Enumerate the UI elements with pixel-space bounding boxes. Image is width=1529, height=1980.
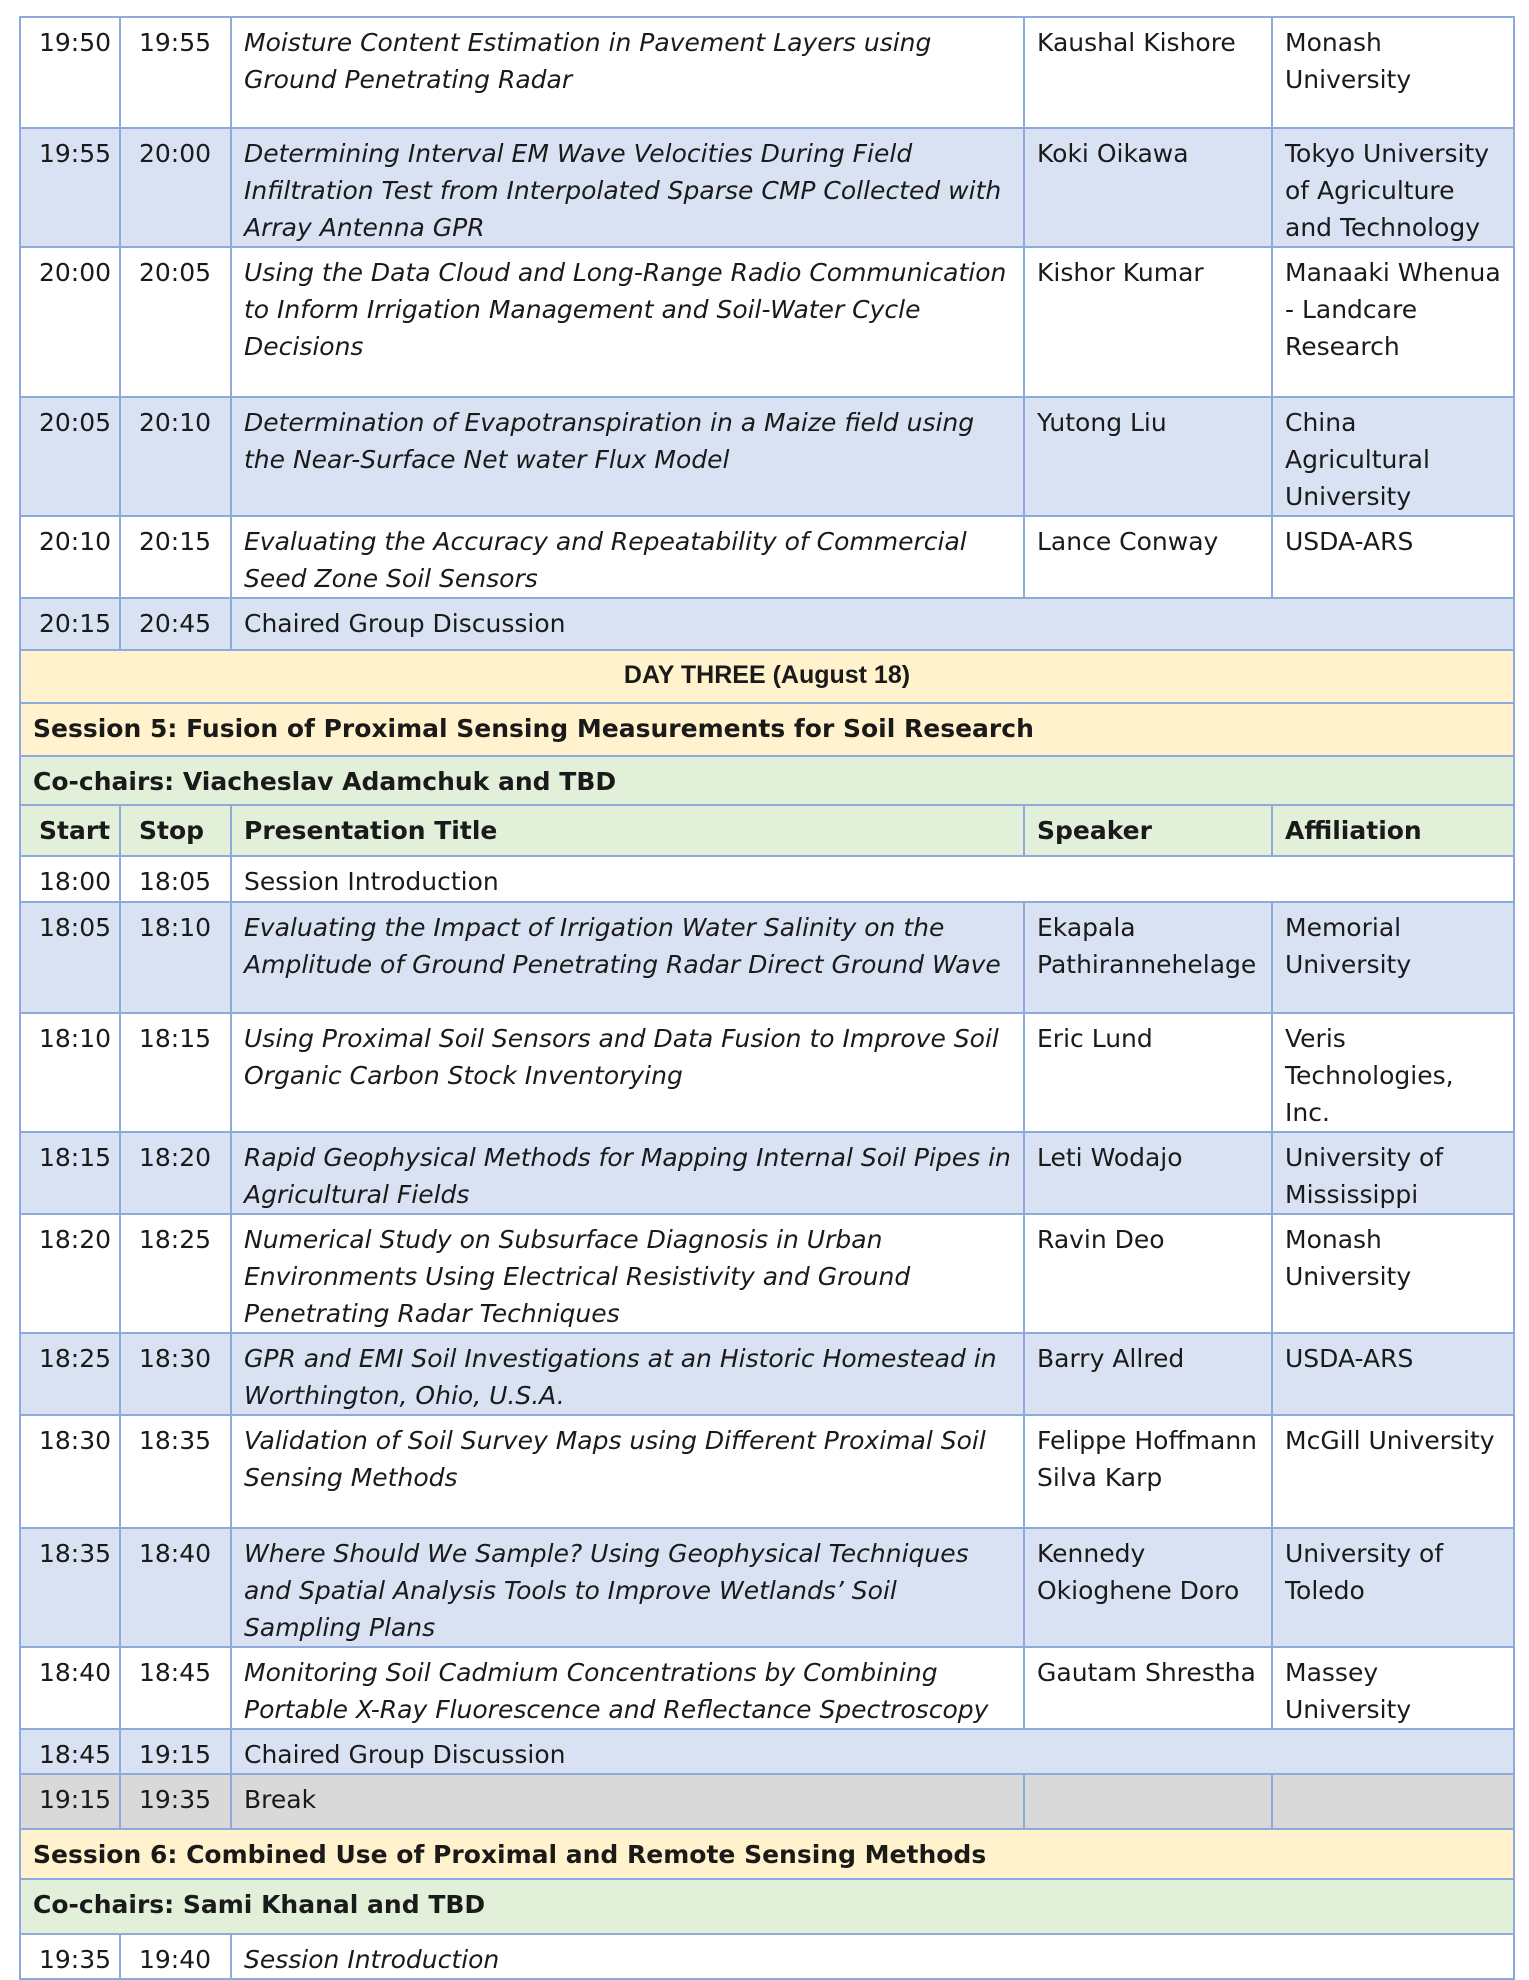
start-time: 20:10 [20,516,120,598]
start-time: 18:00 [20,856,120,902]
speaker-name: Leti Wodajo [1024,1132,1272,1214]
table-row [20,856,1514,902]
speaker-name: Lance Conway [1024,516,1272,598]
start-time: 19:50 [20,17,120,128]
table-header-row [20,805,1514,856]
start-time: 18:25 [20,1333,120,1415]
speaker-name: Ravin Deo [1024,1214,1272,1333]
table-row [20,1214,1514,1333]
stop-time: 19:40 [120,1934,231,1979]
start-time: 18:35 [20,1528,120,1647]
table-row [20,1013,1514,1132]
start-time: 19:35 [20,1934,120,1979]
stop-time: 18:45 [120,1647,231,1729]
speaker-name: Koki Oikawa [1024,128,1272,247]
speaker-name: Barry Allred [1024,1333,1272,1415]
stop-time: 20:00 [120,128,231,247]
start-time: 19:55 [20,128,120,247]
table-row [20,17,1514,128]
presentation-title: Determining Interval EM Wave Velocities During Field Infiltration Test from Interpolated Sparse CMP Collected with Array Antenna GPR [231,128,1024,247]
table-row [20,1647,1514,1729]
table-row [20,1333,1514,1415]
stop-time: 18:10 [120,902,231,1013]
speaker-affiliation: Massey University [1272,1647,1514,1729]
empty-cell [1024,1774,1272,1829]
presentation-title: Monitoring Soil Cadmium Concentrations by Combining Portable X-Ray Fluorescence and Reflectance Spectroscopy [231,1647,1024,1729]
table-row [20,902,1514,1013]
start-time: 20:05 [20,397,120,516]
presentation-title: Moisture Content Estimation in Pavement Layers using Ground Penetrating Radar [231,17,1024,128]
session-title-row [20,703,1514,756]
speaker-affiliation: Monash University [1272,17,1514,128]
stop-time: 20:10 [120,397,231,516]
start-time: 18:15 [20,1132,120,1214]
presentation-title: Evaluating the Impact of Irrigation Water Salinity on the Amplitude of Ground Penetrating Radar Direct Ground Wave [231,902,1024,1013]
speaker-name: Felippe Hoffmann Silva Karp [1024,1415,1272,1528]
cochairs-row [20,1879,1514,1934]
day-heading: DAY THREE (August 18) [20,650,1514,703]
session-title-row [20,1829,1514,1879]
day-two-rows [20,17,1514,598]
start-time: 19:15 [20,1774,120,1829]
speaker-affiliation: Tokyo University of Agriculture and Technology [1272,128,1514,247]
speaker-affiliation: Monash University [1272,1214,1514,1333]
header-speaker: Speaker [1024,805,1272,856]
presentation-title: Where Should We Sample? Using Geophysical Techniques and Spatial Analysis Tools to Improve Wetlands’ Soil Sampling Plans [231,1528,1024,1647]
stop-time: 18:25 [120,1214,231,1333]
table-row [20,1934,1514,1979]
schedule-table [19,16,1515,1980]
stop-time: 18:20 [120,1132,231,1214]
stop-time: 19:15 [120,1729,231,1774]
stop-time: 18:35 [120,1415,231,1528]
stop-time: 20:45 [120,598,231,650]
speaker-affiliation: Manaaki Whenua - Landcare Research [1272,247,1514,397]
presentation-title: GPR and EMI Soil Investigations at an Historic Homestead in Worthington, Ohio, U.S.A. [231,1333,1024,1415]
speaker-affiliation: University of Mississippi [1272,1132,1514,1214]
speaker-affiliation: University of Toledo [1272,1528,1514,1647]
speaker-name: Eric Lund [1024,1013,1272,1132]
presentation-title: Evaluating the Accuracy and Repeatability of Commercial Seed Zone Soil Sensors [231,516,1024,598]
table-row [20,1528,1514,1647]
presentation-title: Using the Data Cloud and Long-Range Radio Communication to Inform Irrigation Management and Soil-Water Cycle Decisions [231,247,1024,397]
session-5-rows [20,902,1514,1729]
start-time: 20:15 [20,598,120,650]
session-introduction-label: Session Introduction [231,856,1514,902]
start-time: 18:40 [20,1647,120,1729]
speaker-affiliation: USDA-ARS [1272,1333,1514,1415]
session-introduction-label: Session Introduction [231,1934,1514,1979]
table-row [20,1132,1514,1214]
table-row [20,598,1514,650]
header-start: Start [20,805,120,856]
start-time: 18:45 [20,1729,120,1774]
speaker-name: Kaushal Kishore [1024,17,1272,128]
start-time: 18:10 [20,1013,120,1132]
stop-time: 20:05 [120,247,231,397]
session-6-cochairs: Co-chairs: Sami Khanal and TBD [20,1879,1514,1934]
stop-time: 18:30 [120,1333,231,1415]
cochairs-row [20,756,1514,805]
presentation-title: Using Proximal Soil Sensors and Data Fusion to Improve Soil Organic Carbon Stock Inventorying [231,1013,1024,1132]
header-stop: Stop [120,805,231,856]
presentation-title: Numerical Study on Subsurface Diagnosis in Urban Environments Using Electrical Resistivity and Ground Penetrating Radar Techniques [231,1214,1024,1333]
break-row [20,1774,1514,1829]
start-time: 18:20 [20,1214,120,1333]
speaker-affiliation: Memorial University [1272,902,1514,1013]
speaker-affiliation: Veris Technologies, Inc. [1272,1013,1514,1132]
speaker-name: Kishor Kumar [1024,247,1272,397]
start-time: 20:00 [20,247,120,397]
group-discussion-label: Chaired Group Discussion [231,598,1514,650]
table-row [20,1729,1514,1774]
session-5-cochairs: Co-chairs: Viacheslav Adamchuk and TBD [20,756,1514,805]
session-6-title: Session 6: Combined Use of Proximal and Remote Sensing Methods [20,1829,1514,1879]
speaker-affiliation: China Agricultural University [1272,397,1514,516]
presentation-title: Rapid Geophysical Methods for Mapping Internal Soil Pipes in Agricultural Fields [231,1132,1024,1214]
table-row [20,516,1514,598]
day-heading-row [20,650,1514,703]
stop-time: 18:40 [120,1528,231,1647]
speaker-name: Gautam Shrestha [1024,1647,1272,1729]
stop-time: 19:55 [120,17,231,128]
presentation-title: Determination of Evapotranspiration in a Maize field using the Near-Surface Net water Flux Model [231,397,1024,516]
speaker-name: Kennedy Okioghene Doro [1024,1528,1272,1647]
break-label: Break [231,1774,1024,1829]
table-row [20,128,1514,247]
session-5-title: Session 5: Fusion of Proximal Sensing Measurements for Soil Research [20,703,1514,756]
empty-cell [1272,1774,1514,1829]
stop-time: 20:15 [120,516,231,598]
stop-time: 18:15 [120,1013,231,1132]
speaker-affiliation: McGill University [1272,1415,1514,1528]
presentation-title: Validation of Soil Survey Maps using Different Proximal Soil Sensing Methods [231,1415,1024,1528]
start-time: 18:30 [20,1415,120,1528]
table-row [20,397,1514,516]
speaker-affiliation: USDA-ARS [1272,516,1514,598]
table-row [20,247,1514,397]
table-row [20,1415,1514,1528]
group-discussion-label: Chaired Group Discussion [231,1729,1514,1774]
header-affiliation: Affiliation [1272,805,1514,856]
stop-time: 18:05 [120,856,231,902]
header-title: Presentation Title [231,805,1024,856]
stop-time: 19:35 [120,1774,231,1829]
start-time: 18:05 [20,902,120,1013]
speaker-name: Ekapala Pathirannehelage [1024,902,1272,1013]
speaker-name: Yutong Liu [1024,397,1272,516]
